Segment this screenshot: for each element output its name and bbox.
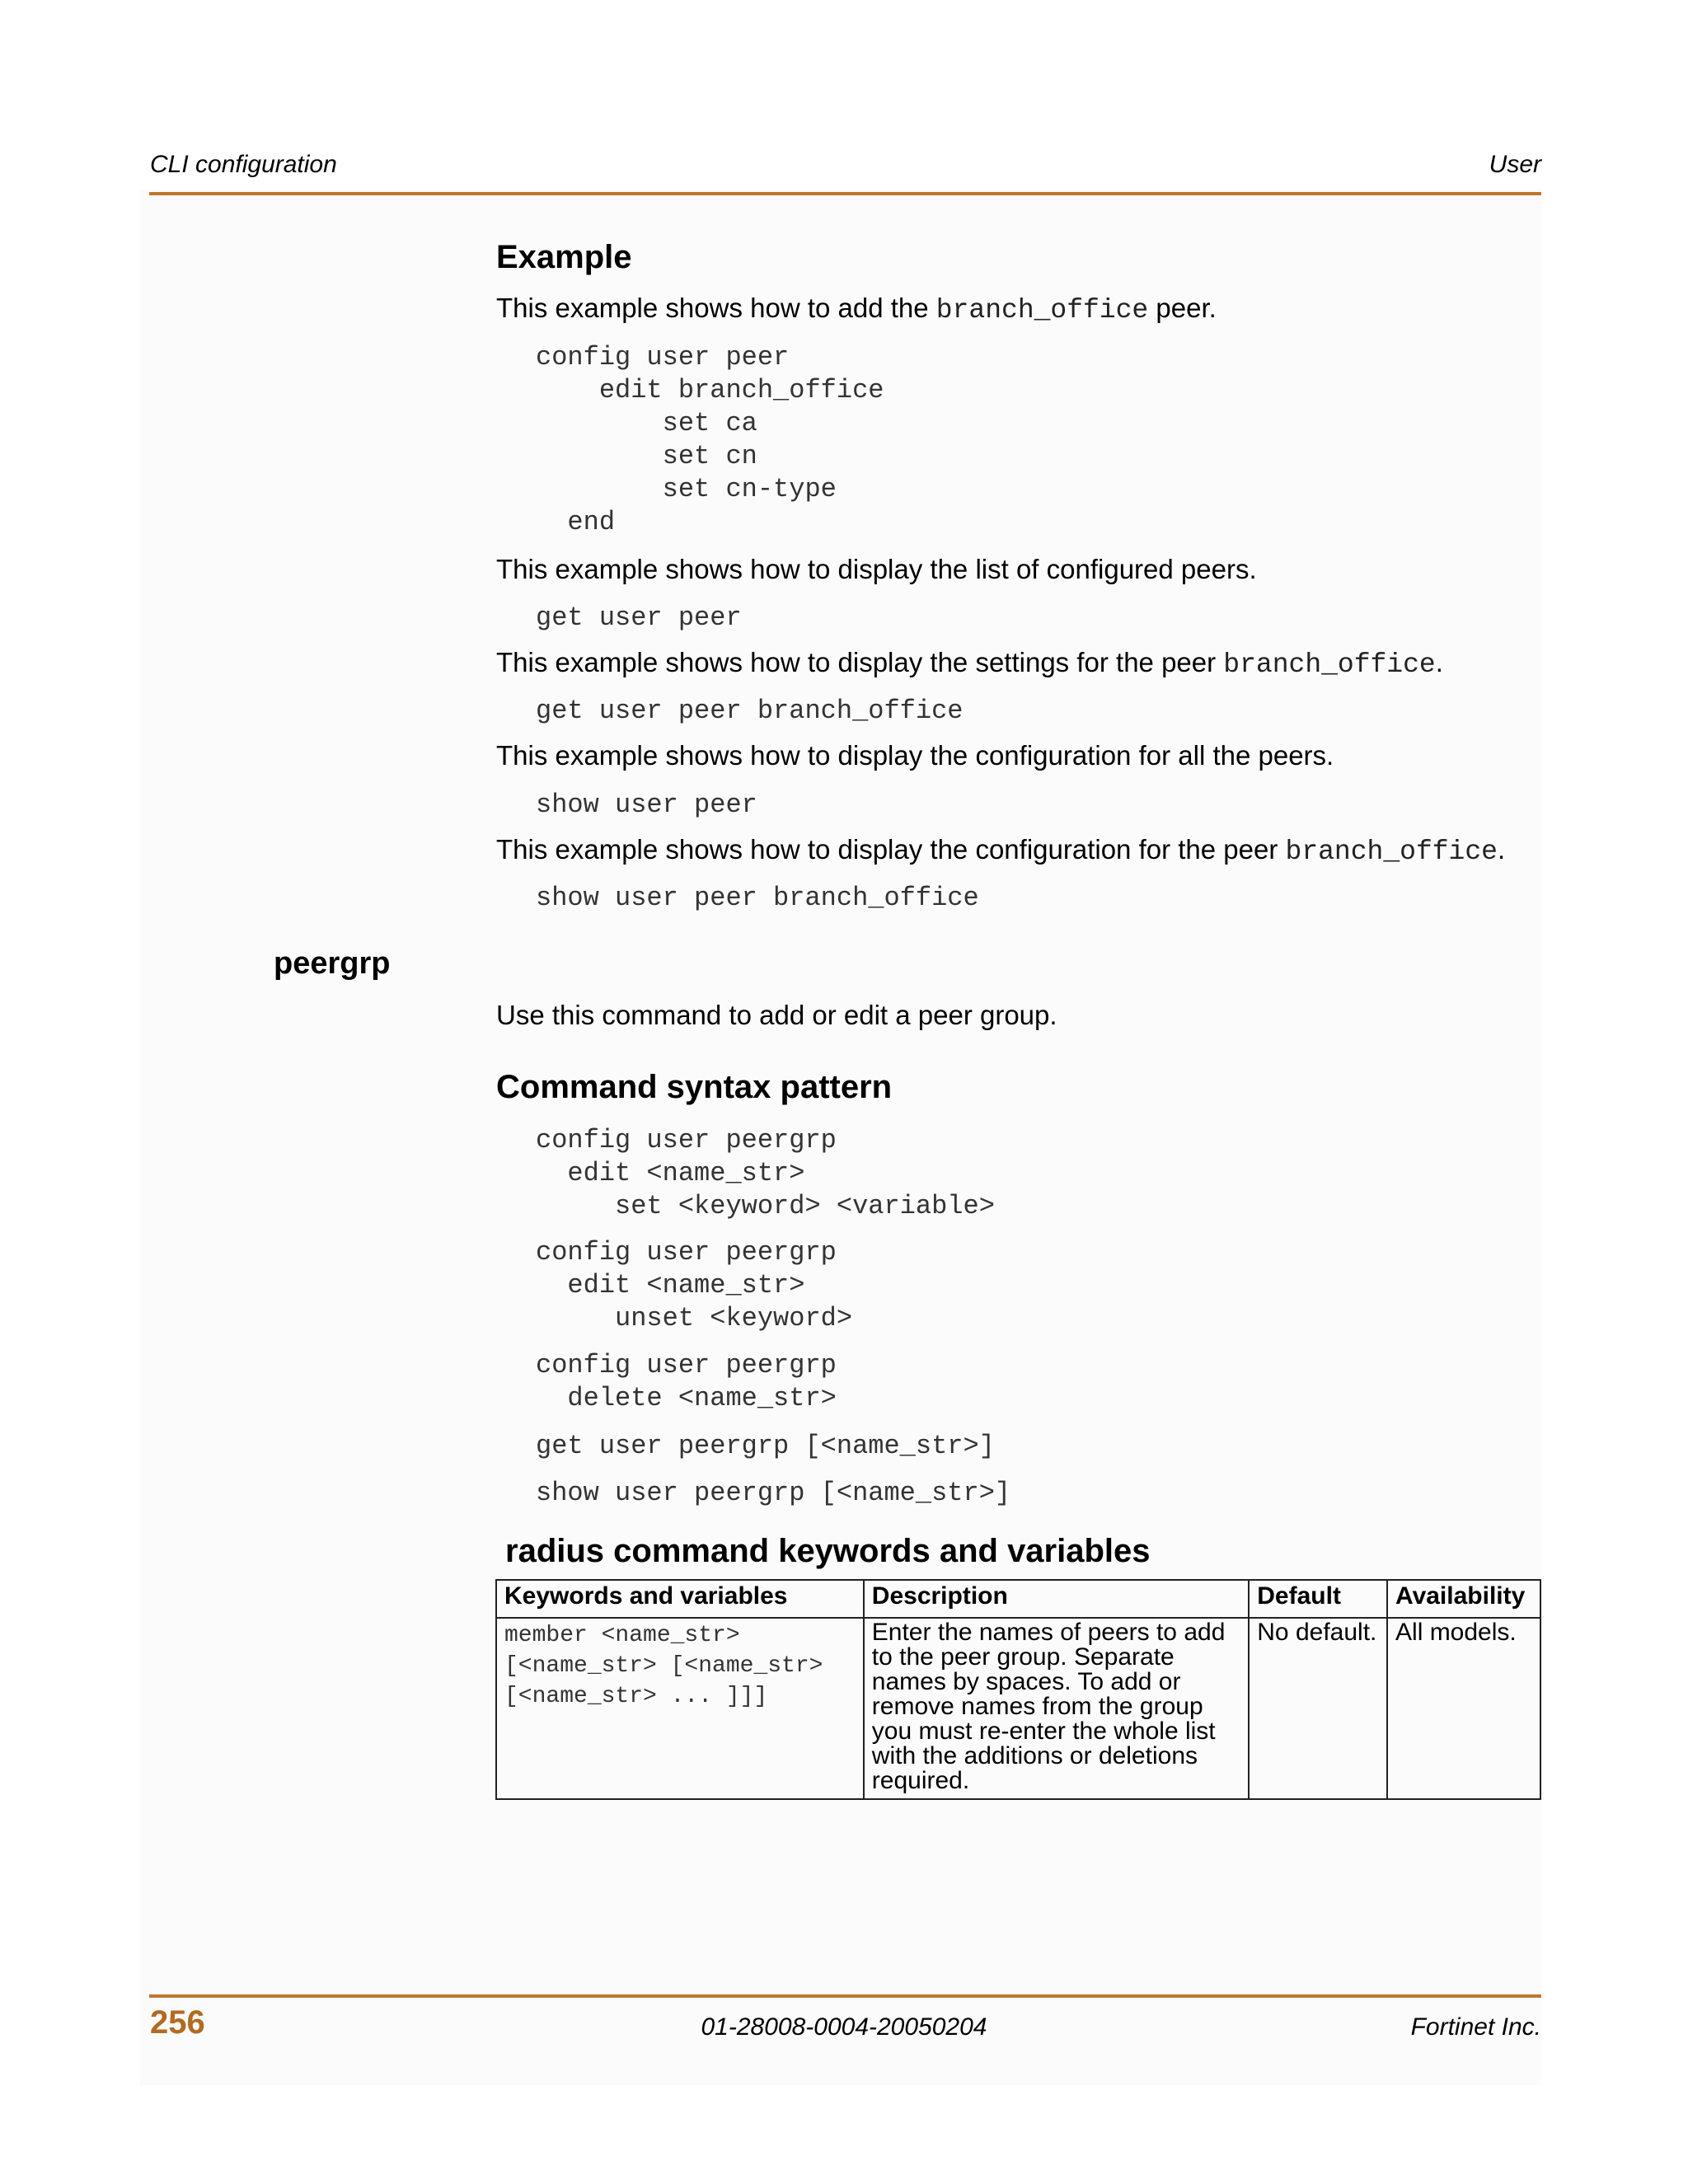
document-id: 01-28008-0004-20050204 — [701, 2013, 987, 2041]
keywords-table — [495, 1579, 1541, 1800]
syntax-block-unset: config user peergrp edit <name_str> unset <keyword> — [536, 1237, 853, 1333]
text: peer. — [1148, 293, 1217, 323]
text: This example shows how to display the settings for the peer — [496, 647, 1224, 677]
header-chapter-title: User — [1489, 151, 1541, 178]
header-section-title: CLI configuration — [150, 151, 337, 178]
example-paragraph-config-one — [496, 834, 1505, 867]
code-block-get-peer-branch: get user peer branch_office — [536, 696, 964, 726]
column-header: Keywords and variables — [496, 1580, 864, 1618]
peergrp-intro: Use this command to add or edit a peer group. — [496, 1000, 1057, 1030]
table-heading: radius command keywords and variables — [505, 1533, 1151, 1569]
inline-code: branch_office — [1285, 837, 1498, 867]
example-paragraph-add — [496, 293, 1217, 326]
default-cell: No default. — [1249, 1618, 1387, 1799]
code-block-show-peer-branch: show user peer branch_office — [536, 883, 979, 913]
syntax-block-get: get user peergrp [<name_str>] — [536, 1431, 995, 1461]
example-heading: Example — [496, 239, 632, 275]
header-rule — [149, 192, 1541, 195]
column-header: Default — [1249, 1580, 1387, 1618]
code-block-get-peer: get user peer — [536, 602, 742, 633]
description-cell: Enter the names of peers to add to the peer group. Separate names by spaces. To add or remove names from the group you must re-enter the whole list with the additions or deletions required. — [864, 1618, 1249, 1799]
inline-code: branch_office — [935, 295, 1149, 326]
company-name: Fortinet Inc. — [1410, 2013, 1541, 2041]
syntax-block-delete: config user peergrp delete <name_str> — [536, 1350, 837, 1413]
syntax-heading: Command syntax pattern — [496, 1069, 893, 1105]
text: . — [1497, 834, 1506, 865]
example-paragraph-settings — [496, 647, 1443, 680]
code-block-add-peer: config user peer edit branch_office set ca set cn set cn-type end — [536, 342, 884, 537]
text: This example shows how to display the configuration for the peer — [496, 834, 1286, 865]
text: . — [1435, 647, 1443, 677]
availability-cell: All models. — [1387, 1618, 1540, 1799]
syntax-block-set: config user peergrp edit <name_str> set <keyword> <variable> — [536, 1125, 995, 1221]
inline-code: branch_office — [1223, 649, 1436, 680]
table-header-row — [496, 1580, 1540, 1618]
footer-rule — [149, 1994, 1541, 1998]
text: This example shows how to add the — [496, 293, 936, 323]
keyword-cell: member <name_str> [<name_str> [<name_str> [<name_str> ... ]]] — [496, 1618, 864, 1799]
syntax-block-show: show user peergrp [<name_str>] — [536, 1478, 1011, 1508]
table-row — [496, 1618, 1540, 1799]
section-heading-peergrp: peergrp — [274, 946, 391, 981]
page-number: 256 — [150, 2004, 205, 2041]
example-paragraph-config-all: This example shows how to display the configuration for all the peers. — [496, 740, 1334, 771]
code-block-show-peer: show user peer — [536, 790, 757, 820]
column-header: Availability — [1387, 1580, 1540, 1618]
column-header: Description — [864, 1580, 1249, 1618]
example-paragraph-list: This example shows how to display the list of configured peers. — [496, 554, 1257, 584]
